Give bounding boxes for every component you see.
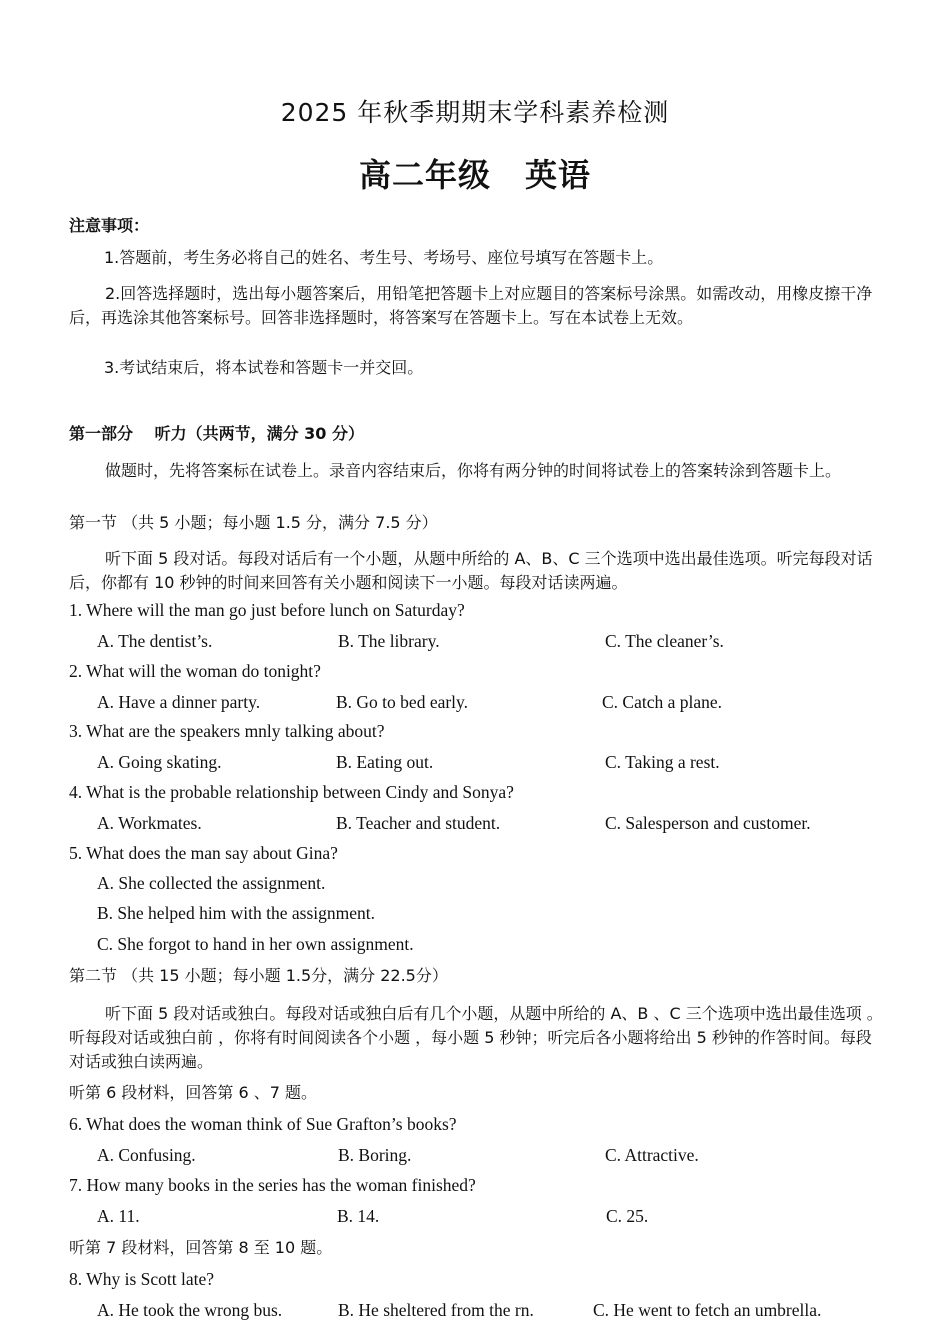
q5-option-a: A. She collected the assignment. xyxy=(97,873,326,893)
section2-intro: 听下面 5 段对话或独白。每段对话或独白后有几个小题，从题中所给的 A、B 、C 三个选项中选出最佳选项 。听每段对话或独白前 ，你将有时间阅读各个小题 ，每小题 5 秒钟；听完后各小题将给出 5 秒钟的作答时间。每段对话或独白读两遍。 xyxy=(69,1004,883,1071)
notice-item-2: 2.回答选择题时，选出每小题答案后，用铅笔把答题卡上对应题目的答案标号涂黑。如需改动，用橡皮擦干净后，再选涂其他答案标号。回答非选择题时，将答案写在答题卡上。写在本试卷上无效。 xyxy=(69,284,873,327)
q5-option-b: B. She helped him with the assignment. xyxy=(97,903,376,923)
q4-option-c: C. Salesperson and customer. xyxy=(605,813,811,833)
question-6: 6. What does the woman think of Sue Grafton’s books? xyxy=(69,1114,457,1134)
q4-option-b: B. Teacher and student. xyxy=(336,813,501,833)
q2-option-b: B. Go to bed early. xyxy=(336,692,469,712)
question-3: 3. What are the speakers mnly talking about? xyxy=(69,721,385,741)
q5-option-c: C. She forgot to hand in her own assignment. xyxy=(97,934,414,954)
q8-option-b: B. He sheltered from the rn. xyxy=(338,1300,534,1320)
q3-option-a: A. Going skating. xyxy=(97,752,222,772)
question-5: 5. What does the man say about Gina? xyxy=(69,843,338,863)
q6-option-a: A. Confusing. xyxy=(97,1145,196,1165)
question-8: 8. Why is Scott late? xyxy=(69,1269,214,1289)
q3-option-b: B. Eating out. xyxy=(336,752,434,772)
question-4: 4. What is the probable relationship between Cindy and Sonya? xyxy=(69,782,514,802)
q1-option-b: B. The library. xyxy=(338,631,440,651)
q8-option-c: C. He went to fetch an umbrella. xyxy=(593,1300,822,1320)
q1-option-c: C. The cleaner’s. xyxy=(605,631,724,651)
subject-label: 英语 xyxy=(525,157,592,193)
section1-intro: 听下面 5 段对话。每段对话后有一个小题，从题中所给的 A、B、C 三个选项中选出最佳选项。听完每段对话后，你都有 10 秒钟的时间来回答有关小题和阅读下一小题。每段对话读两遍。 xyxy=(69,549,873,592)
q6-option-b: B. Boring. xyxy=(338,1145,412,1165)
q4-option-a: A. Workmates. xyxy=(97,813,202,833)
section2-heading: 第二节 （共 15 小题；每小题 1.5分，满分 22.5分） xyxy=(69,966,448,985)
q8-option-a: A. He took the wrong bus. xyxy=(97,1300,283,1320)
exam-title: 2025 年秋季期期末学科素养检测 xyxy=(280,98,670,127)
q3-option-c: C. Taking a rest. xyxy=(605,752,720,772)
part1-heading: 第一部分 听力（共两节，满分 30 分） xyxy=(69,424,364,443)
question-1: 1. Where will the man go just before lunch on Saturday? xyxy=(69,600,465,620)
section1-heading: 第一节 （共 5 小题；每小题 1.5 分，满分 7.5 分） xyxy=(69,513,438,532)
material-7-instruction: 听第 7 段材料，回答第 8 至 10 题。 xyxy=(69,1238,333,1257)
notice-item-3: 3.考试结束后，将本试卷和答题卡一并交回。 xyxy=(104,358,424,377)
q7-option-c: C. 25. xyxy=(606,1206,649,1226)
part1-intro: 做题时，先将答案标在试卷上。录音内容结束后，你将有两分钟的时间将试卷上的答案转涂到答题卡上。 xyxy=(105,461,842,480)
notice-heading: 注意事项： xyxy=(69,216,150,235)
q2-option-c: C. Catch a plane. xyxy=(602,692,723,712)
q1-option-a: A. The dentist’s. xyxy=(97,631,213,651)
question-2: 2. What will the woman do tonight? xyxy=(69,661,321,681)
material-6-instruction: 听第 6 段材料，回答第 6 、7 题。 xyxy=(69,1083,317,1102)
q6-option-c: C. Attractive. xyxy=(605,1145,699,1165)
grade-label: 高二年级 xyxy=(358,157,491,193)
q2-option-a: A. Have a dinner party. xyxy=(97,692,261,712)
question-7: 7. How many books in the series has the woman finished? xyxy=(69,1175,476,1195)
q7-option-a: A. 11. xyxy=(97,1206,140,1226)
notice-item-1: 1.答题前，考生务必将自己的姓名、考生号、考场号、座位号填写在答题卡上。 xyxy=(104,248,664,267)
exam-subtitle xyxy=(0,156,950,194)
q7-option-b: B. 14. xyxy=(337,1206,380,1226)
